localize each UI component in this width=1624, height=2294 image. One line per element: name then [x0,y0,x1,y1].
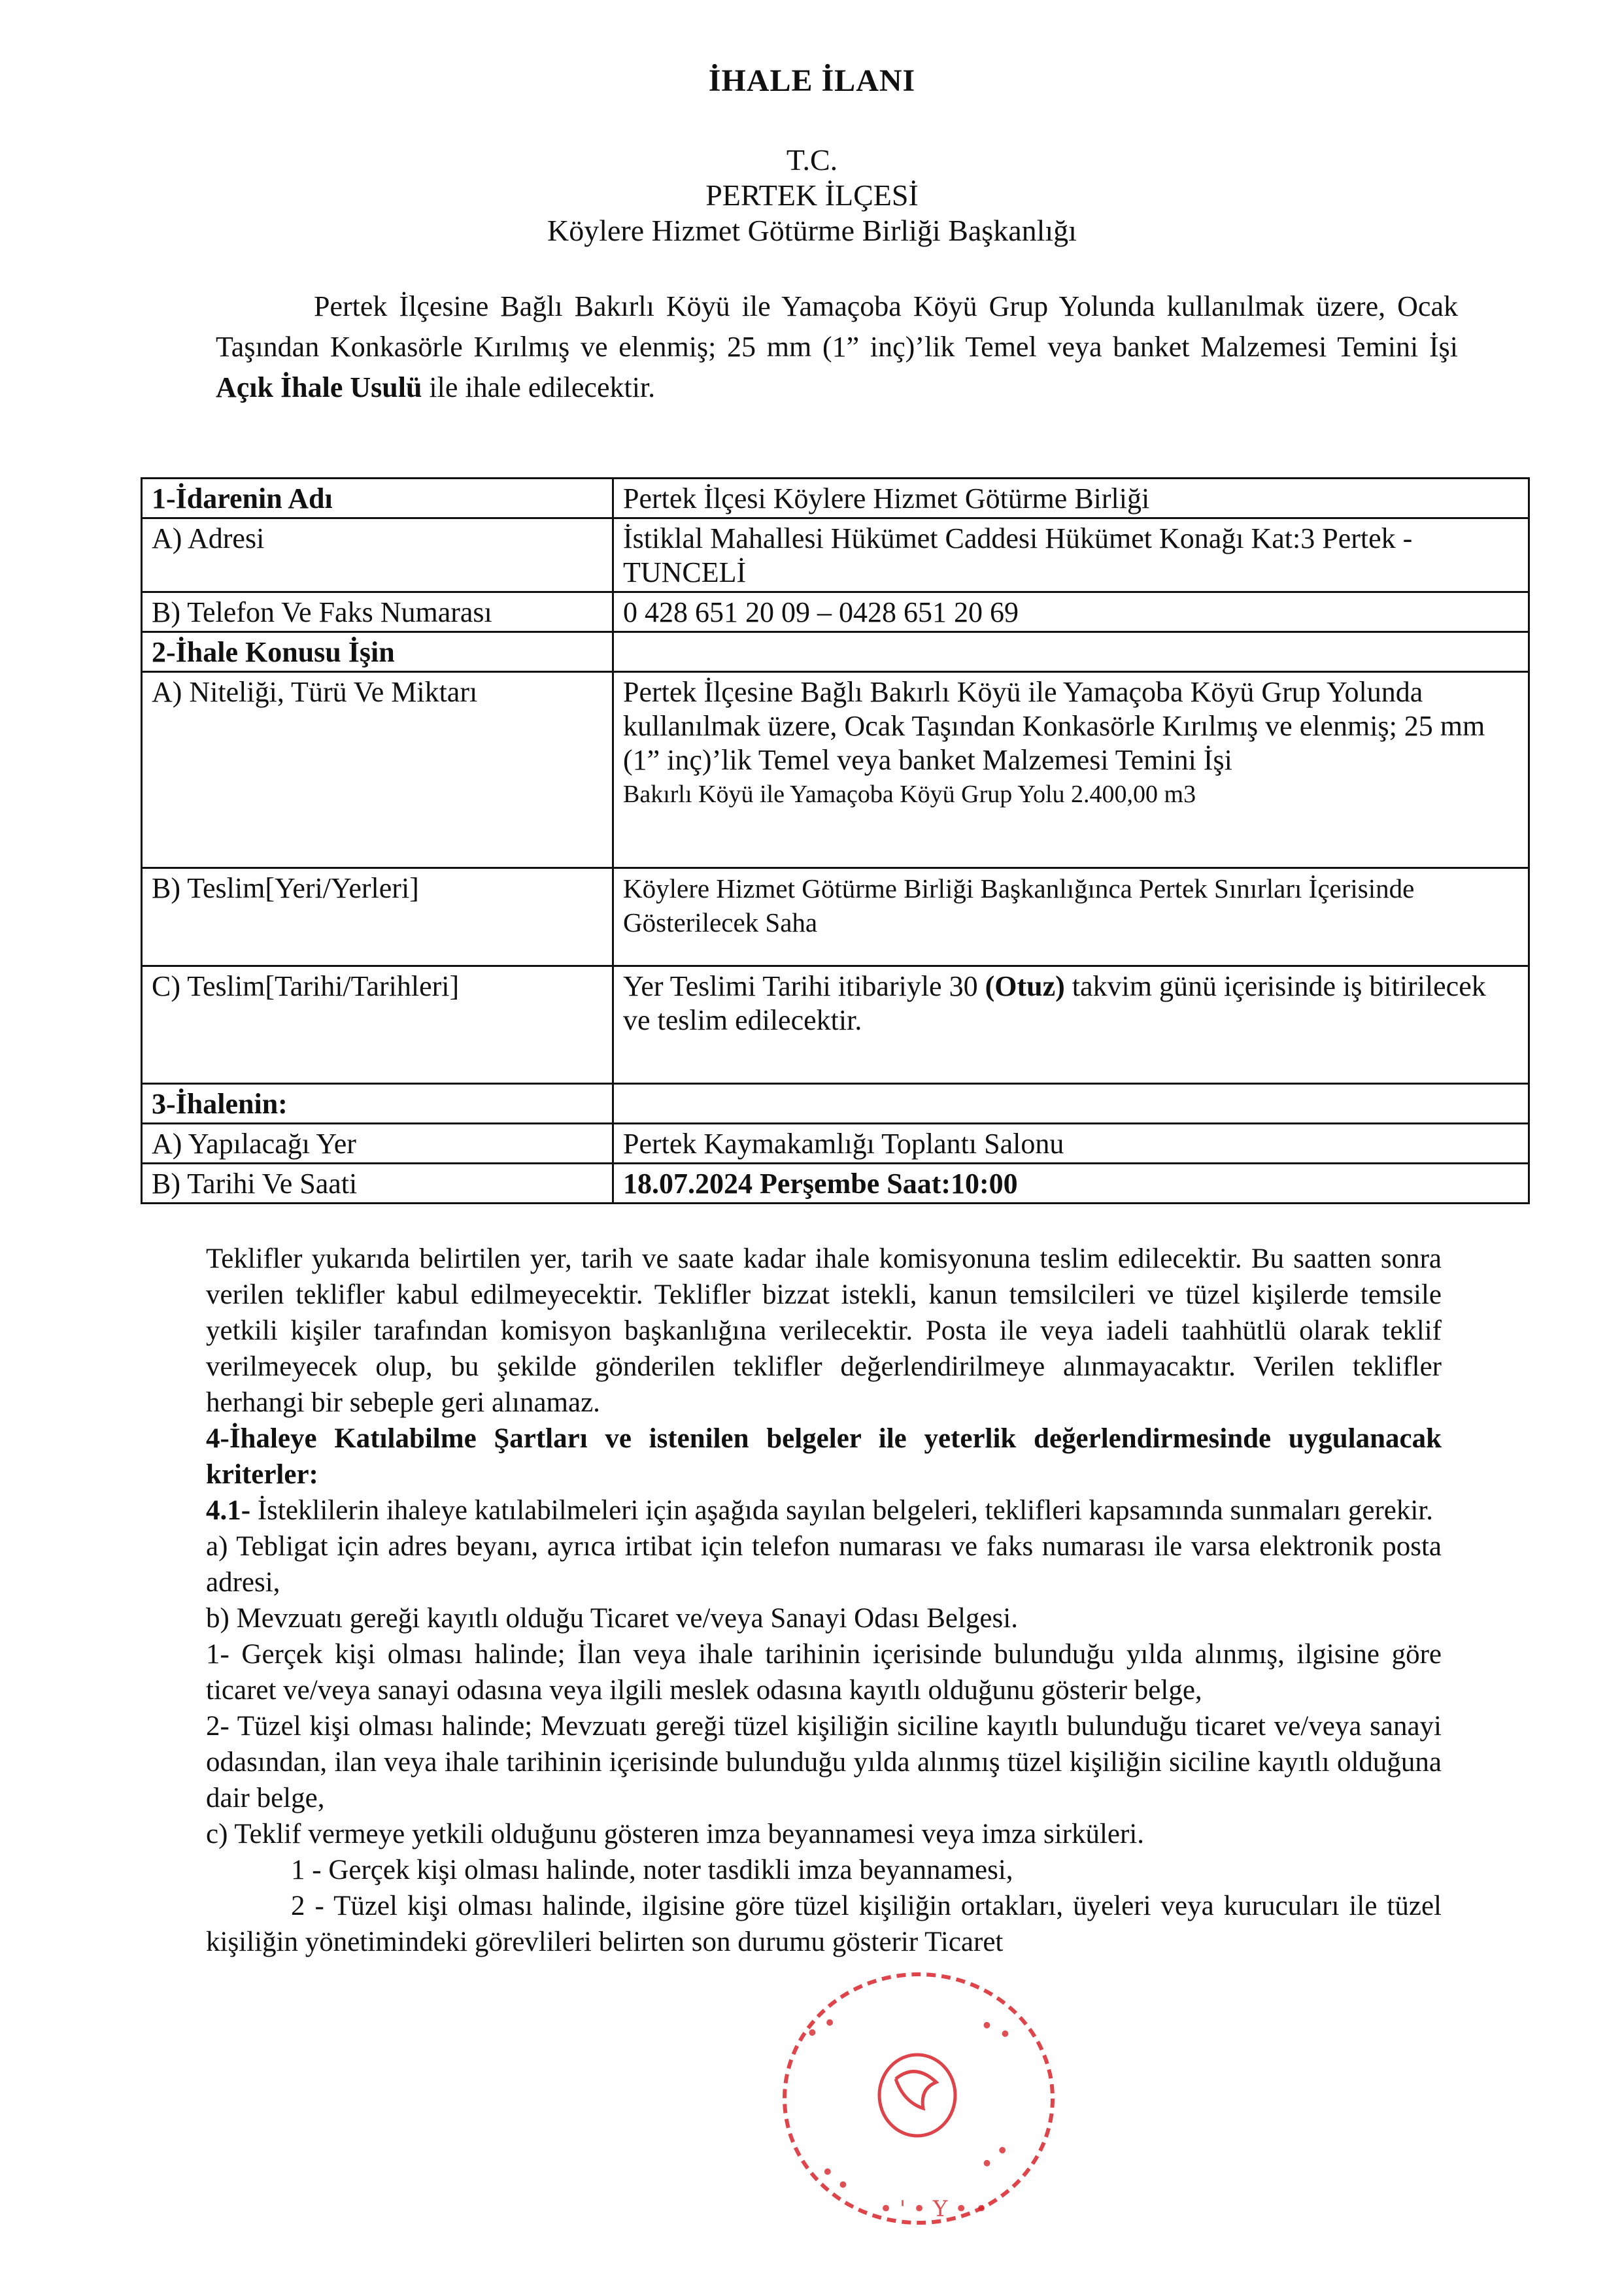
svg-text:• •: • • [975,2011,1017,2049]
work-quantity: Bakırlı Köyü ile Yamaçoba Köyü Grup Yolu 2.400,00 m3 [623,781,1196,808]
official-seal-stamp [762,1958,1075,2252]
row-value: Pertek İlçesi Köylere Hizmet Götürme Birliği [613,479,1529,518]
row-label: A) Niteliği, Türü Ve Miktarı [142,672,613,868]
row-label: B) Teslim[Yeri/Yerleri] [142,868,613,966]
section-4-heading: 4-İhaleye Katılabilme Şartları ve istenilen belgeler ile yeterlik değerlendirmesinde uygulanacak kriterler: [206,1423,1442,1490]
table-row [142,518,1529,592]
row-label: 3-İhalenin: [142,1084,613,1124]
header-institution: Köylere Hizmet Götürme Birliği Başkanlığı [547,214,1077,247]
submission-paragraph: Teklifler yukarıda belirtilen yer, tarih ve saate kadar ihale komisyonuna teslim edilecektir. Bu saatten sonra verilen teklifler kabul edilmeyecektir. Teklifler bizzat istekli, kanun temsilcileri ve tüzel kişilerde temsile yetkili kişiler tarafından komisyon başkanlığına verilecektir. Posta ile veya iadeli taahhütlü olarak teklif verilmeyecek olup, bu şekilde gönderilen teklifler değerlendirilmeye alınmayacaktır. Verilen teklifler herhangi bir sebeple geri alınamaz. [206,1243,1442,1418]
row-value [613,632,1529,672]
document-title: İHALE İLANI [708,63,916,98]
row-value: Köylere Hizmet Götürme Birliği Başkanlığınca Pertek Sınırları İçerisinde Gösterilecek Saha [613,868,1529,966]
work-description: Pertek İlçesine Bağlı Bakırlı Köyü ile Yamaçoba Köyü Grup Yolunda kullanılmak üzere, Ocak Taşından Konkasörle Kırılmış ve elenmiş; 25 mm (1” inç)’lik Temel veya banket Malzemesi Temini İşi [623,676,1485,776]
clause-c-2: 2 - Tüzel kişi olması halinde, ilgisine göre tüzel kişiliğin ortakları, üyeleri veya kurucuları ile tüzel kişiliğin yönetimindeki görevlileri belirten son durumu gösterir Ticaret [206,1891,1442,1957]
clause-c-1: 1 - Gerçek kişi olması halinde, noter tasdikli imza beyannamesi, [291,1855,1013,1885]
table-row [142,672,1529,868]
table-row [142,1164,1529,1204]
clause-4-1: 4.1- İsteklilerin ihaleye katılabilmeleri için aşağıda sayılan belgeleri, teklifleri kapsamında sunmaları gerekir. [206,1495,1433,1526]
clause-a: a) Tebligat için adres beyanı, ayrıca irtibat için telefon numarası ve faks numarası ile varsa elektronik posta adresi, [206,1531,1442,1598]
intro-text: Pertek İlçesine Bağlı Bakırlı Köyü ile Yamaçoba Köyü Grup Yolunda kullanılmak üzere, Ocak Taşından Konkasörle Kırılmış ve elenmiş; 25 mm (1” inç)’lik Temel veya banket Malzemesi Temini İşi [216,290,1458,363]
row-label: B) Telefon Ve Faks Numarası [142,592,613,632]
table-row [142,632,1529,672]
row-label: B) Tarihi Ve Saati [142,1164,613,1204]
svg-text:• •: • • [813,2158,856,2200]
table-row [142,1124,1529,1164]
row-label: 2-İhale Konusu İşin [142,632,613,672]
clause-b-2: 2- Tüzel kişi olması halinde; Mevzuatı gereği tüzel kişiliğin siciline kayıtlı bulunduğu ticaret ve/veya sanayi odasından, ilan veya ihale tarihinin içerisinde bulunduğu yılda alınmış tüzel kişiliğin siciline kayıtlı olduğuna dair belge, [206,1711,1442,1813]
table-row [142,592,1529,632]
row-label: 1-İdarenin Adı [142,479,613,518]
row-value [613,1084,1529,1124]
intro-end: ile ihale edilecektir. [422,371,656,403]
row-value: Pertek Kaymakamlığı Toplantı Salonu [613,1124,1529,1164]
row-value: 18.07.2024 Perşembe Saat:10:00 [613,1164,1529,1204]
table-row [142,1084,1529,1124]
svg-text:• •: • • [974,2136,1017,2178]
intro-bold: Açık İhale Usulü [216,371,422,403]
svg-text:• •: • • [800,2008,843,2048]
row-label: C) Teslim[Tarihi/Tarihleri] [142,966,613,1084]
header-tc: T.C. [786,143,838,177]
row-value: İstiklal Mahallesi Hükümet Caddesi Hükümet Konağı Kat:3 Pertek -TUNCELİ [613,518,1529,592]
clause-b: b) Mevzuatı gereği kayıtlı olduğu Ticaret ve/veya Sanayi Odası Belgesi. [206,1603,1018,1634]
tender-info-table [141,477,1530,1204]
row-value: 0 428 651 20 09 – 0428 651 20 69 [613,592,1529,632]
table-row [142,966,1529,1084]
body-text [206,1241,1442,1960]
row-value: Yer Teslimi Tarihi itibariyle 30 (Otuz) takvim günü içerisinde iş bitirilecek ve teslim edilecektir. [613,966,1529,1084]
table-row [142,479,1529,518]
row-label: A) Yapılacağı Yer [142,1124,613,1164]
clause-b-1: 1- Gerçek kişi olması halinde; İlan veya ihale tarihinin içerisinde bulunduğu yılda alınmış, ilgisine göre ticaret ve/veya sanayi odasına veya ilgili meslek odasına kayıtlı olduğunu gösterir belge, [206,1639,1442,1706]
intro-paragraph [216,286,1458,408]
header-district: PERTEK İLÇESİ [705,178,919,212]
table-row [142,868,1529,966]
row-value [613,672,1529,868]
row-label: A) Adresi [142,518,613,592]
clause-c: c) Teklif vermeye yetkili olduğunu gösteren imza beyannamesi veya imza sirküleri. [206,1819,1145,1849]
svg-text:• ' • Y • •: • ' • Y • • [879,2196,989,2222]
